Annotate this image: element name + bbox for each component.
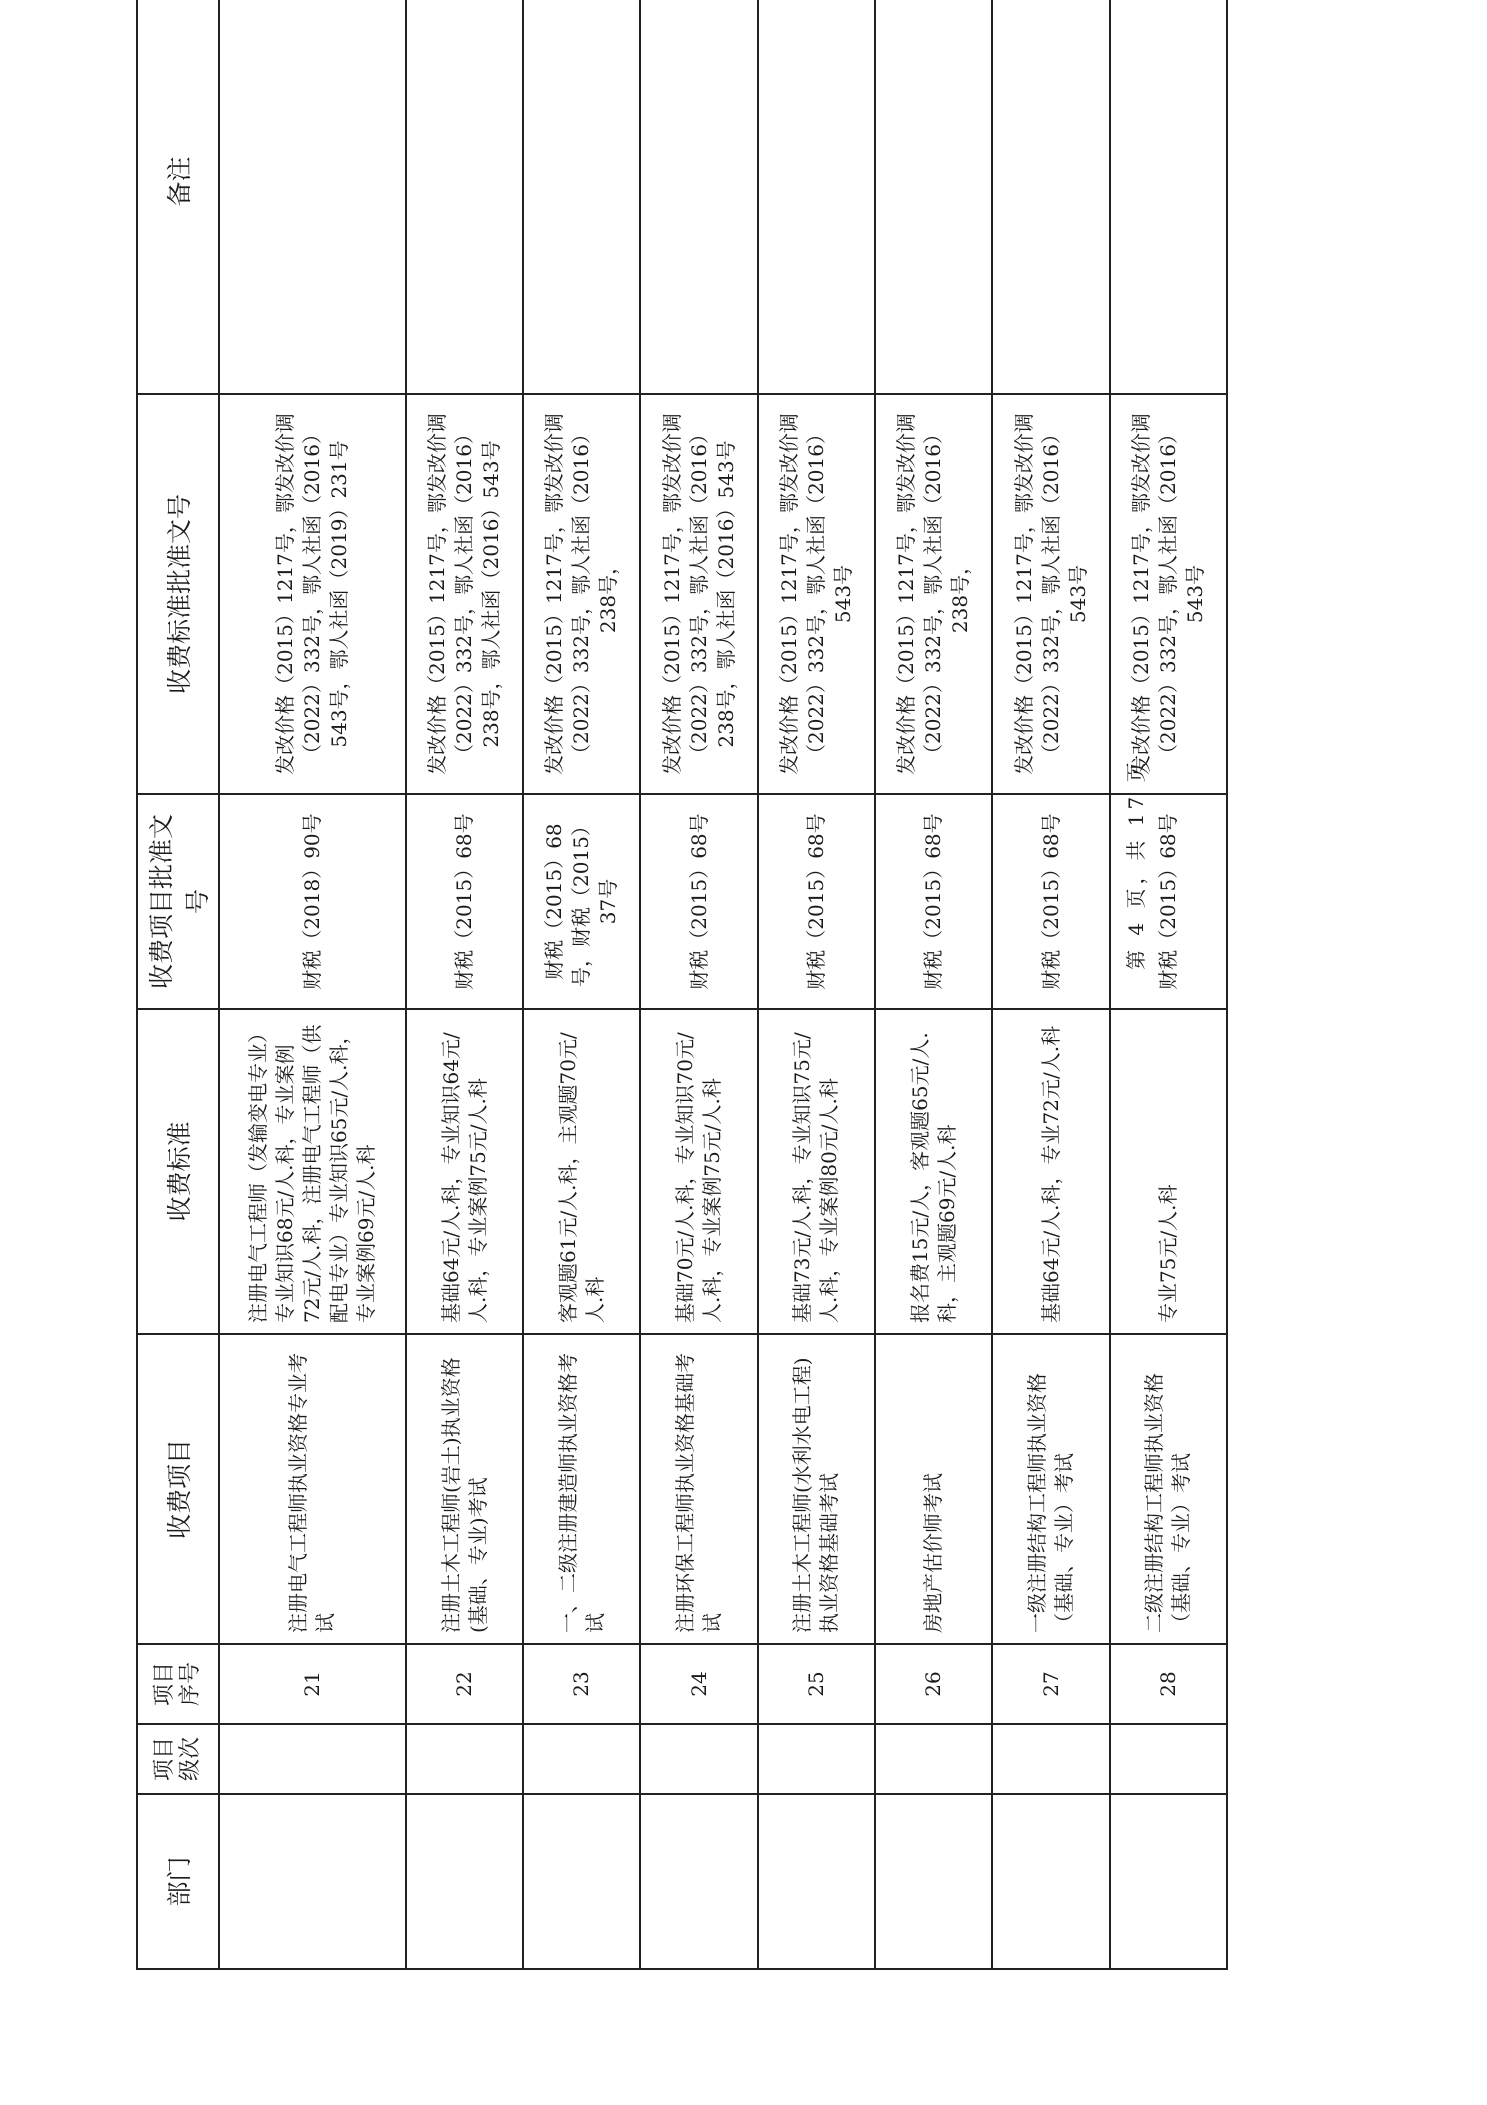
cell-dept [758,1794,875,1969]
cell-standard: 基础70元/人.科，专业知识70元/人.科，专业案例75元/人.科 [640,1009,757,1334]
cell-standard: 基础73元/人.科，专业知识75元/人.科，专业案例80元/人.科 [758,1009,875,1334]
cell-level [523,1724,640,1794]
header-item-doc: 收费项目批准文号 [137,794,219,1009]
cell-standard: 客观题61元/人.科，主观题70元/人.科 [523,1009,640,1334]
cell-dept [406,1794,523,1969]
table-row [406,0,523,1969]
cell-std-doc: 发改价格（2015）1217号，鄂发改价调（2022）332号，鄂人社函（2016）238号， [523,394,640,794]
header-dept: 部门 [137,1794,219,1969]
cell-remark [219,0,406,394]
table-row [992,0,1109,1969]
cell-remark [758,0,875,394]
cell-level [992,1724,1109,1794]
cell-std-doc: 发改价格（2015）1217号，鄂发改价调（2022）332号，鄂人社函（2016）543号 [758,394,875,794]
cell-no: 21 [219,1644,406,1724]
cell-dept [1110,1794,1227,1969]
rotated-page [136,0,1228,1970]
cell-item: 注册电气工程师执业资格专业考试 [219,1334,406,1644]
cell-item-doc: 财税（2015）68号 [992,794,1109,1009]
cell-remark [406,0,523,394]
cell-std-doc: 发改价格（2015）1217号，鄂发改价调（2022）332号，鄂人社函（2016）543号 [1110,394,1227,794]
cell-item-doc: 财税（2015）68号，财税（2015）37号 [523,794,640,1009]
cell-level [406,1724,523,1794]
cell-item-doc: 财税（2015）68号 [406,794,523,1009]
cell-no: 25 [758,1644,875,1724]
cell-standard: 注册电气工程师（发输变电专业）专业知识68元/人.科，专业案例72元/人.科，注册电气工程师（供配电专业）专业知识65元/人.科，专业案例69元/人.科 [219,1009,406,1334]
cell-standard: 专业75元/人.科 [1110,1009,1227,1334]
table-row [219,0,406,1969]
cell-level [219,1724,406,1794]
cell-no: 24 [640,1644,757,1724]
cell-remark [1110,0,1227,394]
cell-std-doc: 发改价格（2015）1217号，鄂发改价调（2022）332号，鄂人社函（2016）238号，鄂人社函（2016）543号 [640,394,757,794]
cell-dept [875,1794,992,1969]
cell-standard: 基础64元/人.科，专业知识64元/人.科，专业案例75元/人.科 [406,1009,523,1334]
cell-item: 注册土木工程师(水利水电工程)执业资格基础考试 [758,1334,875,1644]
header-standard: 收费标准 [137,1009,219,1334]
cell-dept [219,1794,406,1969]
header-no: 项目序号 [137,1644,219,1724]
cell-dept [640,1794,757,1969]
table-row [875,0,992,1969]
table-row [758,0,875,1969]
cell-item: 一级注册结构工程师执业资格（基础、专业）考试 [992,1334,1109,1644]
cell-item-doc: 财税（2015）68号 [640,794,757,1009]
cell-remark [992,0,1109,394]
cell-standard: 报名费15元/人，客观题65元/人.科，主观题69元/人.科 [875,1009,992,1334]
cell-item: 注册土木工程师(岩土)执业资格(基础、专业)考试 [406,1334,523,1644]
cell-level [758,1724,875,1794]
cell-dept [523,1794,640,1969]
table-row [523,0,640,1969]
cell-item: 二级注册结构工程师执业资格（基础、专业）考试 [1110,1334,1227,1644]
table-row [1110,0,1227,1969]
header-remark: 备注 [137,0,219,394]
cell-std-doc: 发改价格（2015）1217号，鄂发改价调（2022）332号，鄂人社函（2016）543号 [992,394,1109,794]
cell-item-doc: 财税（2015）68号 [1110,794,1227,1009]
cell-std-doc: 发改价格（2015）1217号，鄂发改价调（2022）332号，鄂人社函（2016）238号， [875,394,992,794]
table-row [640,0,757,1969]
cell-no: 22 [406,1644,523,1724]
cell-item: 房地产估价师考试 [875,1334,992,1644]
page-number: 第 4 页，共 17 页 [1124,758,1148,970]
fee-table [136,0,1228,1970]
cell-std-doc: 发改价格（2015）1217号，鄂发改价调（2022）332号，鄂人社函（2016）238号，鄂人社函（2016）543号 [406,394,523,794]
table-header-row [137,0,219,1969]
cell-item-doc: 财税（2015）68号 [758,794,875,1009]
cell-no: 23 [523,1644,640,1724]
cell-item-doc: 财税（2018）90号 [219,794,406,1009]
cell-dept [992,1794,1109,1969]
cell-no: 28 [1110,1644,1227,1724]
header-level: 项目级次 [137,1724,219,1794]
cell-std-doc: 发改价格（2015）1217号，鄂发改价调（2022）332号，鄂人社函（2016）543号，鄂人社函（2019）231号 [219,394,406,794]
cell-standard: 基础64元/人.科，专业72元/人.科 [992,1009,1109,1334]
cell-remark [875,0,992,394]
cell-no: 26 [875,1644,992,1724]
cell-remark [523,0,640,394]
cell-level [640,1724,757,1794]
cell-level [1110,1724,1227,1794]
cell-item-doc: 财税（2015）68号 [875,794,992,1009]
cell-no: 27 [992,1644,1109,1724]
header-item: 收费项目 [137,1334,219,1644]
cell-item: 注册环保工程师执业资格基础考试 [640,1334,757,1644]
cell-item: 一、二级注册建造师执业资格考试 [523,1334,640,1644]
header-std-doc: 收费标准批准文号 [137,394,219,794]
cell-remark [640,0,757,394]
cell-level [875,1724,992,1794]
